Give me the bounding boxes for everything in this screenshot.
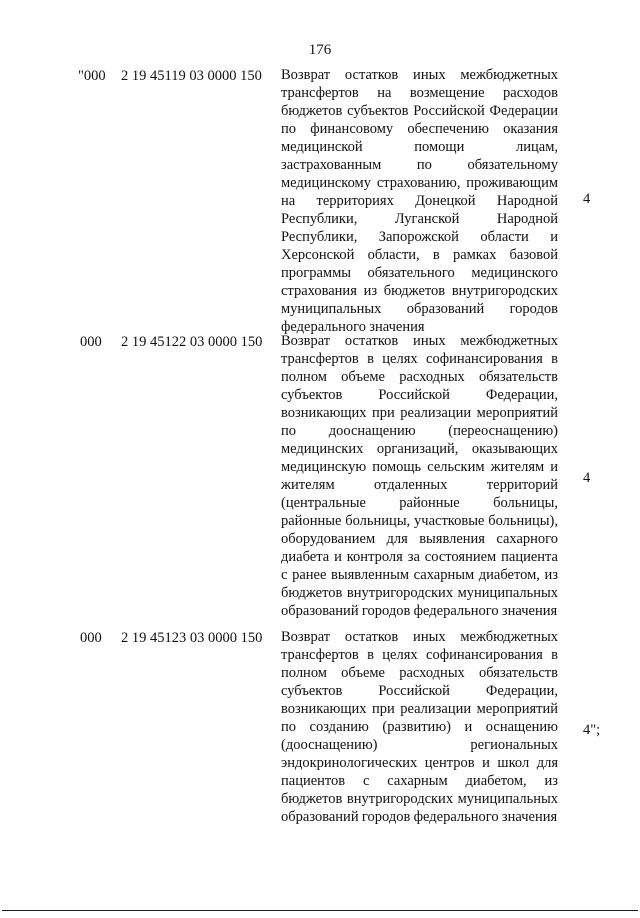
budget-code: 2 19 45119 03 0000 150 [121, 68, 262, 84]
page-number: 176 [308, 42, 332, 58]
row-description: Возврат остатков иных межбюджетных трансфертов в целях софинансирования в полном объеме расходных обязательств субъектов Российской Федерации, возникающих при реализации мероприятий по дооснащению (переоснащению) медицинских организаций, оказывающих медицинскую помощь сельским жителям и жителям отдаленных территорий (центральные районные больницы, районные больницы, участковые больницы), оборудованием для выявления сахарного диабета и контроля за состоянием пациента с ранее выявленным сахарным диабетом, из бюджетов внутригородских муниципальных образований городов федерального значения [281, 333, 558, 619]
budget-code: 2 19 45122 03 0000 150 [121, 334, 263, 350]
row-value: 4 [583, 191, 591, 207]
table-row [0, 66, 640, 335]
row-prefix: "000 [78, 68, 106, 84]
row-prefix: 000 [80, 334, 102, 350]
row-value: 4 [583, 470, 591, 486]
row-description: Возврат остатков иных межбюджетных трансфертов на возмещение расходов бюджетов субъектов Российской Федерации по финансовому обеспечению оказания медицинской помощи лицам, застрахованным по обязательному медицинскому страхованию, проживающим на территориях Донецкой Народной Республики, Луганской Народной Республики, Запорожской области и Херсонской области, в рамках базовой программы обязательного медицинского страхования из бюджетов внутригородских муниципальных образований городов федерального значения [281, 67, 558, 335]
row-value: 4"; [583, 722, 601, 738]
row-description: Возврат остатков иных межбюджетных трансфертов в целях софинансирования в полном объеме расходных обязательств субъектов Российской Федерации, возникающих при реализации мероприятий по созданию (развитию) и оснащению (дооснащению) региональных эндокринологических центров и школ для пациентов с сахарным диабетом, из бюджетов внутригородских муниципальных образований городов федерального значения [281, 629, 558, 825]
budget-code: 2 19 45123 03 0000 150 [121, 630, 263, 646]
table-row [0, 628, 640, 838]
row-prefix: 000 [80, 630, 102, 646]
table-row [0, 332, 640, 628]
scan-edge-line [2, 910, 638, 911]
